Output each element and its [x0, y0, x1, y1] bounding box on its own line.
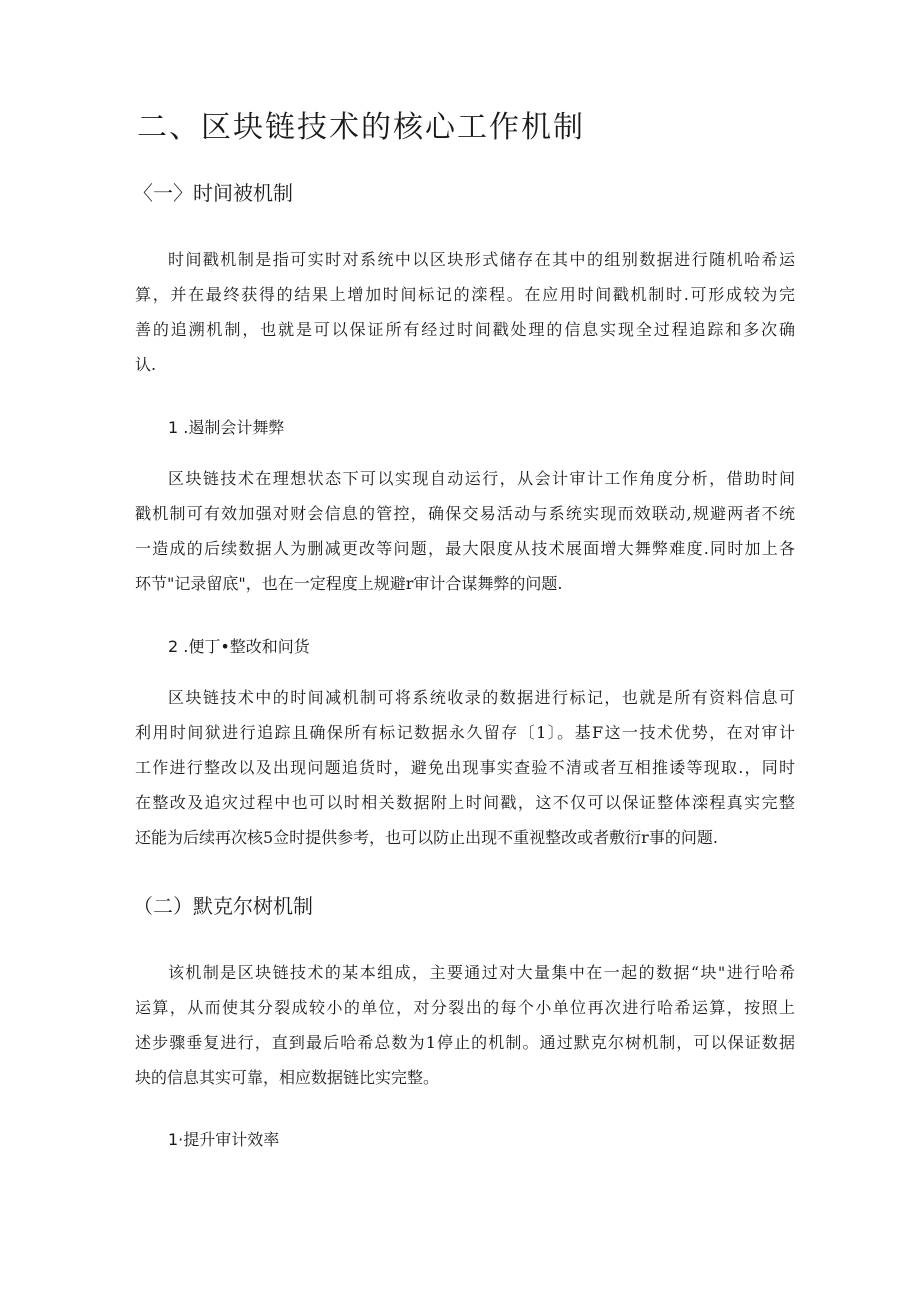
section-title: 二、区块链技术的核心工作机制	[137, 110, 585, 145]
paragraph-line: 利用时间狱进行追踪且确保所有标记数据永久留存〔1〕。基F这一技术优势，在对审计	[135, 723, 795, 742]
item-heading-audit-efficiency: 1·提升审计效率	[168, 1130, 280, 1149]
paragraph-line: 区块链技术中的时间减机制可将系统收录的数据进行标记，也就是所有资料信息可	[168, 688, 795, 707]
paragraph-merkle-intro	[135, 955, 795, 1095]
paragraph-curb-fraud	[135, 461, 795, 601]
paragraph-line: 区块链技术在理想状态下可以实现自动运行，从会计审计工作角度分析，借助时间	[168, 469, 795, 488]
paragraph-line: 善的追溯机制，也就是可以保证所有经过时间戳处理的信息实现全过程追踪和多次确	[135, 320, 795, 339]
paragraph-line: 该机制是区块链技术的某本组成，主要通过对大量集中在一起的数据“块"进行哈希	[168, 963, 795, 982]
paragraph-line: 戳机制可有效加强对财会信息的管控，确保交易活动与系统实现而效联动,规避两者不统	[135, 504, 795, 523]
item-heading-rectification: 2 .便丁•整改和问货	[168, 637, 310, 656]
paragraph-line: 环节"记录留底"，也在一定程度上规避r审计合谋舞弊的问题.	[135, 574, 563, 593]
paragraph-line: 一造成的后续数据人为删减更改等问题，最大限度从技术展面增大舞弊难度.同时加上各	[135, 539, 795, 558]
paragraph-rectification	[135, 680, 795, 855]
subsection-heading-merkle-tree: （二）默克尔树机制	[133, 894, 313, 918]
paragraph-line: 块的信息其实可靠，相应数据链比实完整。	[135, 1068, 440, 1087]
paragraph-line: 运算，从而使其分裂成较小的单位，对分裂出的每个小单位再次进行哈希运算，按照上	[135, 998, 795, 1017]
paragraph-line: 在整改及追灾过程中也可以时相关数据附上时间戳，这不仅可以保证整体滦程真实完整	[135, 793, 795, 812]
paragraph-line: 认.	[135, 355, 157, 374]
paragraph-line: 还能为后续再次核5佥时提供参考，也可以防止出现不重视整改或者敷衍r事的问题.	[135, 828, 718, 847]
subsection-heading-timestamp: 〈一〉时间被机制	[133, 181, 293, 205]
paragraph-line: 工作进行整改以及出现问题追货时，避免出现事实查验不清或者互相推诿等现取.，同时	[135, 758, 795, 777]
paragraph-timestamp-intro	[135, 242, 795, 382]
paragraph-line: 算，并在最终获得的结果上增加时间标记的滦程。在应用时间戳机制时.可形成较为完	[135, 285, 795, 304]
paragraph-line: 述步骤垂复进行，直到最后哈希总数为1停止的机制。通过默克尔树机制，可以保证数据	[135, 1033, 795, 1052]
paragraph-line: 时间戳机制是指可实时对系统中以区块形式储存在其中的组别数据进行随机哈希运	[168, 250, 795, 269]
item-heading-curb-fraud: 1 .遏制会计舞弊	[168, 418, 285, 437]
